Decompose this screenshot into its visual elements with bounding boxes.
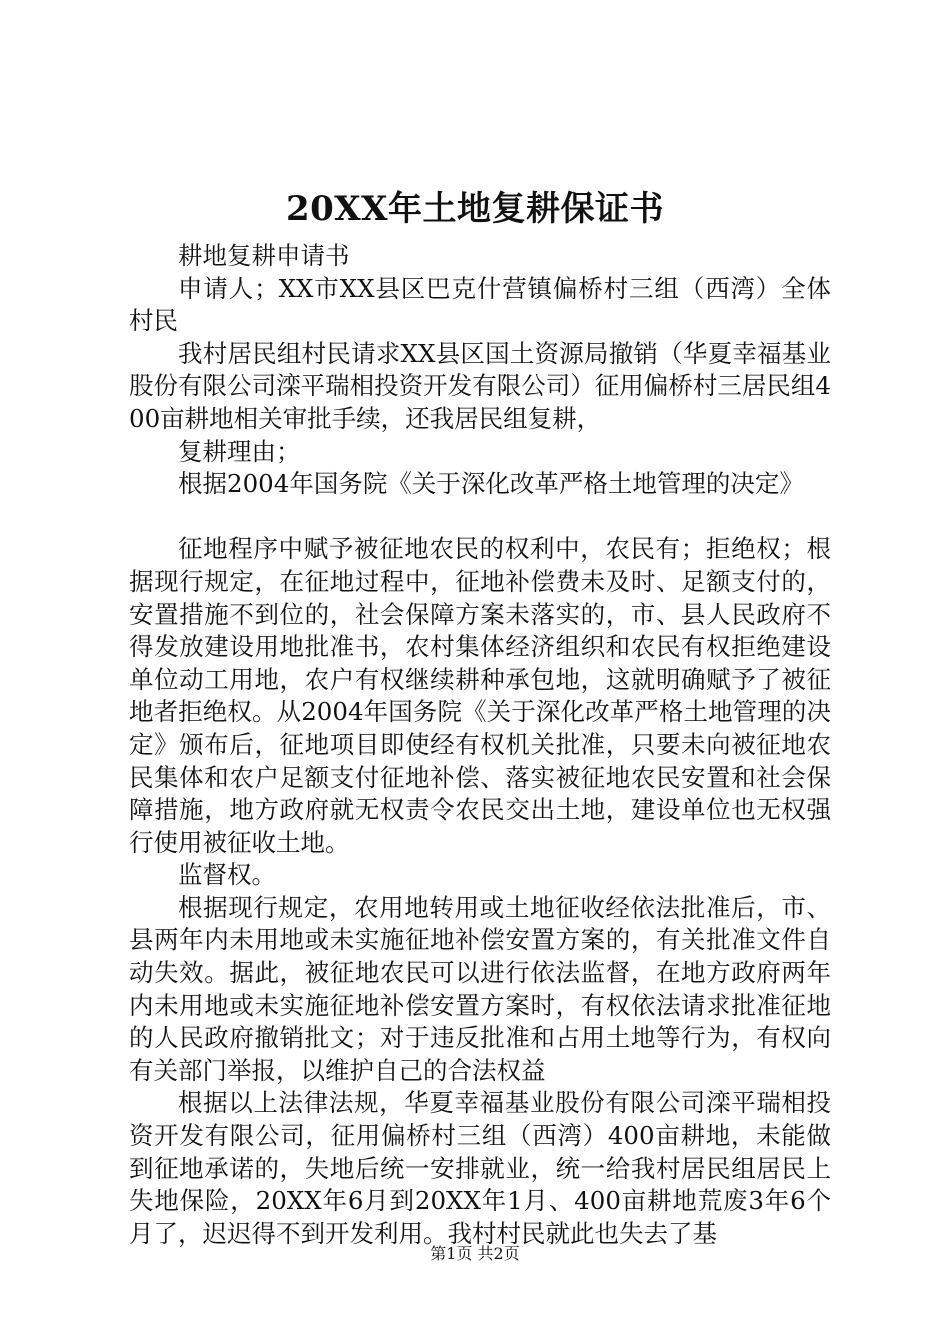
paragraph-applicant: 申请人；XX市XX县区巴克什营镇偏桥村三组（西湾）全体村民 [129, 273, 831, 336]
page-indicator: 第1页 共2页 [430, 1244, 520, 1263]
paragraph-heading: 耕地复耕申请书 [178, 241, 350, 270]
paragraph-conclusion: 根据以上法律法规，华夏幸福基业股份有限公司滦平瑞相投资开发有限公司，征用偏桥村三组（西湾）400亩耕地，未能做到征地承诺的，失地后统一安排就业，统一给我村居民组居民上失地保险，20XX年6月到20XX年1月、400亩耕地荒废3年6个月了，迟迟得不到开发利用。我村村民就此也失去了基 [129, 1088, 831, 1248]
document-body [129, 240, 831, 1250]
paragraph-legal-basis: 根据2004年国务院《关于深化改革严格土地管理的决定》 [178, 469, 804, 499]
paragraph-request: 我村居民组村民请求XX县区国土资源局撤销（华夏幸福基业股份有限公司滦平瑞相投资开发有限公司）征用偏桥村三居民组400亩耕地相关审批手续，还我居民组复耕， [129, 338, 831, 433]
paragraph-supervision-heading: 监督权。 [178, 860, 276, 890]
paragraph-reason-heading: 复耕理由； [178, 436, 301, 466]
document-title: 20XX年土地复耕保证书 [285, 189, 665, 229]
paragraph-supervision-right: 根据现行规定，农用地转用或土地征收经依法批准后，市、县两年内未用地或未实施征地补偿安置方案的，有关批准文件自动失效。据此，被征地农民可以进行依法监督，在地方政府两年内未用地或未实施征地补偿安置方案时，有权依法请求批准征地的人民政府撤销批文；对于违反批准和占用土地等行为，有权向有关部门举报，以维护自己的合法权益 [129, 892, 831, 1085]
paragraph-refusal-right: 征地程序中赋予被征地农民的权利中，农民有；拒绝权；根据现行规定，在征地过程中，征地补偿费未及时、足额支付的，安置措施不到位的，社会保障方案未落实的，市、县人民政府不得发放建设用地批准书，农村集体经济组织和农民有权拒绝建设单位动工用地，农户有权继续耕种承包地，这就明确赋予了被征地者拒绝权。从2004年国务院《关于深化改革严格土地管理的决定》颁布后，征地项目即使经有权机关批准，只要未向被征地农民集体和农户足额支付征地补偿、落实被征地农民安置和社会保障措施，地方政府就无权责令农民交出土地，建设单位也无权强行使用被征收土地。 [129, 534, 831, 857]
paragraph-spacer [129, 501, 831, 534]
